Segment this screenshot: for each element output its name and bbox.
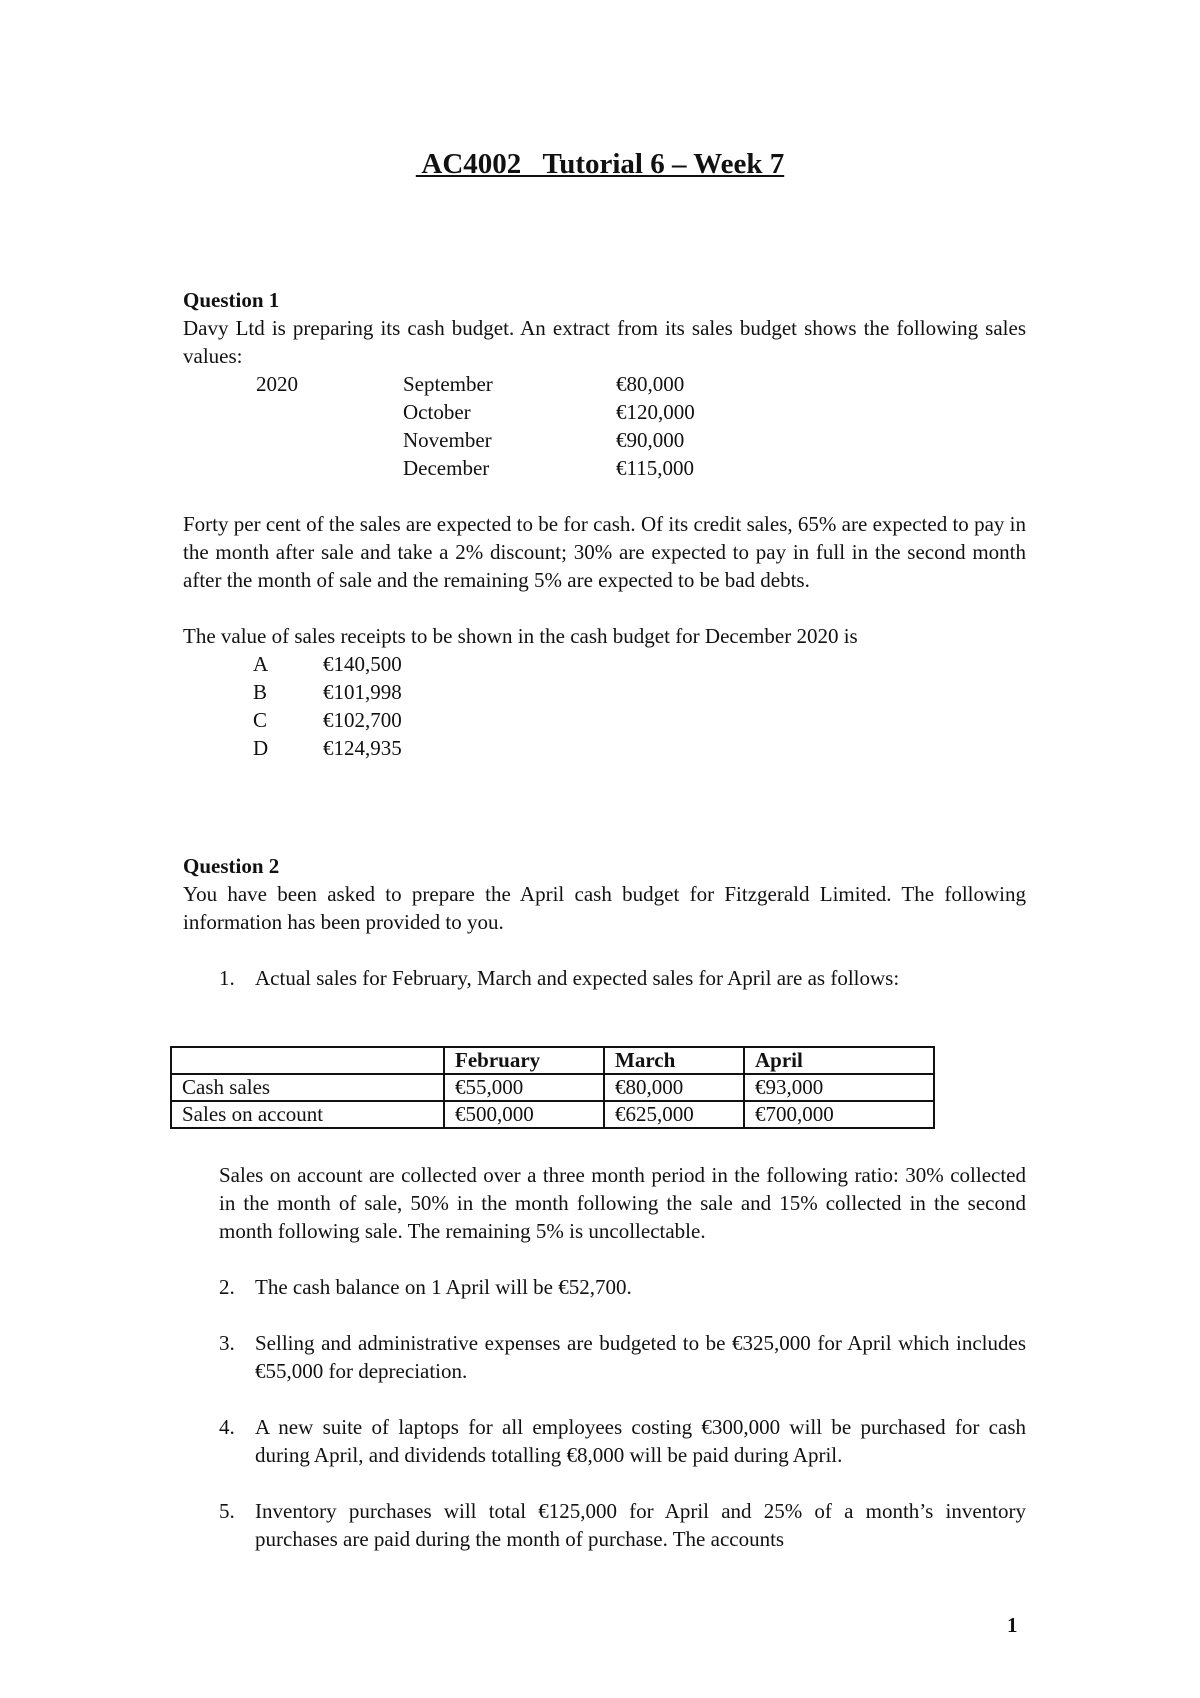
list-item bbox=[219, 1497, 1026, 1553]
table-header: April bbox=[744, 1047, 934, 1074]
table-header-row bbox=[171, 1047, 934, 1074]
sales-row bbox=[183, 370, 695, 398]
sales-row bbox=[183, 454, 695, 482]
sales-month: October bbox=[403, 400, 471, 424]
option-letter: C bbox=[253, 708, 268, 732]
sales-value: €115,000 bbox=[616, 456, 694, 480]
sales-value: €80,000 bbox=[616, 372, 685, 396]
page-number: 1 bbox=[1007, 1613, 1018, 1637]
option-value: €124,935 bbox=[323, 736, 402, 760]
option-value: €140,500 bbox=[323, 652, 402, 676]
sales-year: 2020 bbox=[256, 372, 298, 396]
question-2-heading: Question 2 bbox=[183, 854, 280, 878]
list-item bbox=[219, 1413, 1026, 1469]
list-item-text: A new suite of laptops for all employees costing €300,000 will be purchased for cash during April, and dividends totalling €8,000 will be paid during April. bbox=[255, 1415, 1026, 1467]
table-cell: €55,000 bbox=[444, 1074, 604, 1101]
question-2 bbox=[183, 852, 1026, 992]
sales-value: €120,000 bbox=[616, 400, 695, 424]
list-item-text: Inventory purchases will total €125,000 for April and 25% of a month’s inventory purchases are paid during the month of purchase. The accounts bbox=[255, 1499, 1026, 1551]
table-row bbox=[171, 1074, 934, 1101]
list-item-number: 5. bbox=[219, 1499, 235, 1523]
list-item-text: Actual sales for February, March and expected sales for April are as follows: bbox=[255, 966, 900, 990]
question-1-intro: Davy Ltd is preparing its cash budget. An extract from its sales budget shows the following sales values: bbox=[183, 316, 1026, 368]
sales-table bbox=[170, 1046, 935, 1129]
table-header: February bbox=[444, 1047, 604, 1074]
collection-terms: Sales on account are collected over a three month period in the following ratio: 30% collected in the month of sale, 50% in the month following the sale and 15% collected in the second month following sale. The remaining 5% is uncollectable. bbox=[219, 1163, 1026, 1243]
list-item bbox=[219, 1273, 1026, 1301]
list-item-number: 2. bbox=[219, 1275, 235, 1299]
option-letter: B bbox=[253, 680, 268, 704]
option-value: €102,700 bbox=[323, 708, 402, 732]
page-title: AC4002 Tutorial 6 – Week 7 bbox=[415, 148, 785, 180]
question-1-heading: Question 1 bbox=[183, 288, 280, 312]
sales-month: September bbox=[403, 372, 493, 396]
list-item-number: 3. bbox=[219, 1331, 235, 1355]
table-cell: €80,000 bbox=[604, 1074, 744, 1101]
answer-option-b bbox=[183, 678, 1026, 706]
sales-month: December bbox=[403, 456, 490, 480]
answer-option-a bbox=[183, 650, 1026, 678]
sales-values-list bbox=[183, 370, 695, 482]
question-1-prompt: The value of sales receipts to be shown in the cash budget for December 2020 is bbox=[183, 624, 858, 648]
table-cell: Cash sales bbox=[171, 1074, 444, 1101]
question-2-continued bbox=[219, 1161, 1026, 1553]
list-item-number: 1. bbox=[219, 966, 235, 990]
table-cell: €625,000 bbox=[604, 1101, 744, 1128]
table-cell: €700,000 bbox=[744, 1101, 934, 1128]
list-item-number: 4. bbox=[219, 1415, 235, 1439]
sales-value: €90,000 bbox=[616, 428, 685, 452]
table-row bbox=[171, 1101, 934, 1128]
question-2-intro: You have been asked to prepare the April cash budget for Fitzgerald Limited. The following information has been provided to you. bbox=[183, 882, 1026, 934]
table-header bbox=[171, 1047, 444, 1074]
answer-option-c bbox=[183, 706, 1026, 734]
sales-month: November bbox=[403, 428, 492, 452]
option-letter: D bbox=[253, 736, 269, 760]
list-item-text: Selling and administrative expenses are budgeted to be €325,000 for April which includes €55,000 for depreciation. bbox=[255, 1331, 1026, 1383]
sales-row bbox=[183, 398, 695, 426]
answer-option-d bbox=[183, 734, 1026, 762]
table-header: March bbox=[604, 1047, 744, 1074]
numbered-list bbox=[219, 1273, 1026, 1553]
option-value: €101,998 bbox=[323, 680, 402, 704]
option-letter: A bbox=[253, 652, 269, 676]
table-cell: €500,000 bbox=[444, 1101, 604, 1128]
table-cell: Sales on account bbox=[171, 1101, 444, 1128]
question-1-conditions: Forty per cent of the sales are expected to be for cash. Of its credit sales, 65% are expected to pay in the month after sale and take a 2% discount; 30% are expected to pay in full in the second month after the month of sale and the remaining 5% are expected to be bad debts. bbox=[183, 512, 1026, 592]
list-item-text: The cash balance on 1 April will be €52,700. bbox=[255, 1275, 632, 1299]
list-item bbox=[183, 964, 1026, 992]
table-cell: €93,000 bbox=[744, 1074, 934, 1101]
answer-options bbox=[183, 650, 1026, 762]
list-item bbox=[219, 1329, 1026, 1385]
sales-row bbox=[183, 426, 695, 454]
question-1 bbox=[183, 286, 1026, 762]
